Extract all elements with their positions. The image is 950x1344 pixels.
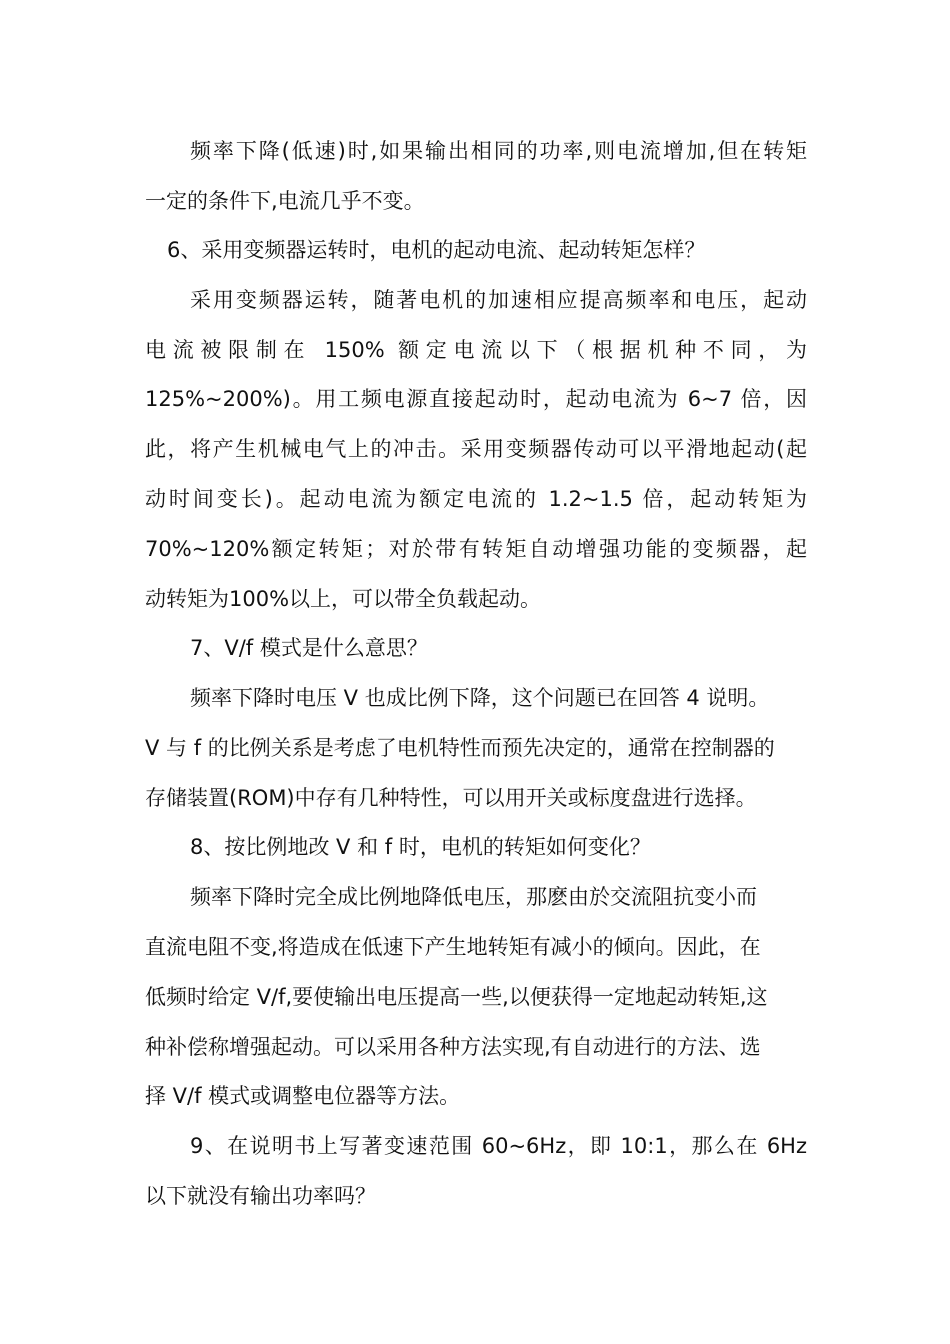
- text-line: 低频时给定 V/f,要使输出电压提高一些,以便获得一定地起动转矩,这: [145, 985, 768, 1009]
- text-line: 电流被限制在 150% 额定电流以下（根据机种不同，为: [145, 338, 807, 362]
- text-line: 此，将产生机械电气上的冲击。采用变频器传动可以平滑地起动(起: [145, 437, 807, 461]
- text-line: 6、采用变频器运转时，电机的起动电流、起动转矩怎样？: [167, 238, 706, 262]
- text-line: 存储装置(ROM)中存有几种特性，可以用开关或标度盘进行选择。: [145, 786, 757, 810]
- text-line: V 与 f 的比例关系是考虑了电机特性而预先决定的，通常在控制器的: [145, 736, 775, 760]
- text-line: 择 V/f 模式或调整电位器等方法。: [145, 1084, 461, 1108]
- text-line: 动时间变长)。起动电流为额定电流的 1.2~1.5 倍，起动转矩为: [145, 487, 807, 511]
- text-line: 125%~200%)。用工频电源直接起动时，起动电流为 6~7 倍，因: [145, 387, 807, 411]
- text-line: 采用变频器运转，随著电机的加速相应提高频率和电压，起动: [190, 288, 807, 312]
- text-line: 种补偿称增强起动。可以采用各种方法实现,有自动进行的方法、选: [145, 1035, 761, 1059]
- text-line: 7、V/f 模式是什么意思？: [190, 636, 428, 660]
- text-line: 8、按比例地改 V 和 f 时，电机的转矩如何变化？: [190, 835, 651, 859]
- text-line: 频率下降(低速)时,如果输出相同的功率,则电流增加,但在转矩: [190, 139, 807, 163]
- text-line: 动转矩为100%以上，可以带全负载起动。: [145, 587, 542, 611]
- text-line: 以下就没有输出功率吗？: [145, 1184, 376, 1208]
- text-line: 直流电阻不变,将造成在低速下产生地转矩有减小的倾向。因此，在: [145, 935, 761, 959]
- text-line: 70%~120%额定转矩；对於带有转矩自动增强功能的变频器，起: [145, 537, 807, 561]
- text-line: 频率下降时电压 V 也成比例下降，这个问题已在回答 4 说明。: [190, 686, 770, 710]
- text-line: 一定的条件下,电流几乎不变。: [145, 189, 425, 213]
- text-line: 频率下降时完全成比例地降低电压，那麽由於交流阻抗变小而: [190, 885, 757, 909]
- text-line: 9、在说明书上写著变速范围 60~6Hz，即 10:1，那么在 6Hz: [190, 1134, 807, 1158]
